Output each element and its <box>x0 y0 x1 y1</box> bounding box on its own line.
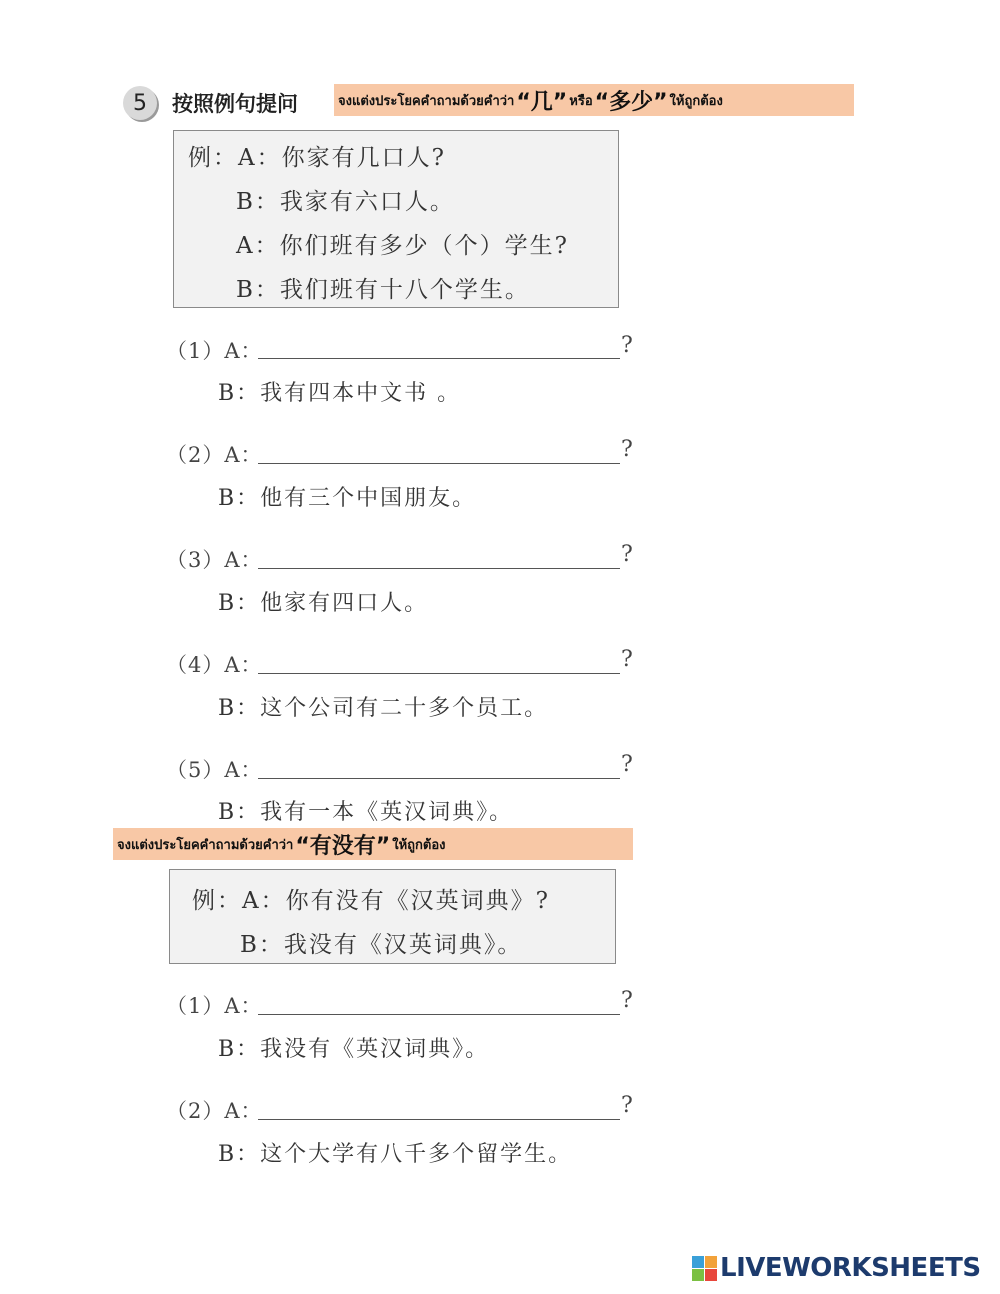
instruction-banner-1 <box>334 84 854 116</box>
example-1-line-1: 例：A：你家有几口人? <box>188 145 446 171</box>
instruction-2-post: ให้ถูกต้อง <box>392 837 446 853</box>
question-1-mark: ? <box>621 333 633 358</box>
question-2-answer-line[interactable] <box>258 463 620 464</box>
example-1-line-4: B：我们班有十八个学生。 <box>236 277 530 303</box>
question-1-label: （1）A： <box>166 339 263 363</box>
logo-text: LIVEWORKSHEETS <box>720 1253 981 1283</box>
instruction-1-word2: “多少” <box>594 89 668 115</box>
question-4-response: B：这个公司有二十多个员工。 <box>218 696 549 721</box>
question-5-mark: ? <box>621 752 633 777</box>
liveworksheets-logo <box>692 1253 981 1283</box>
question-6-answer-line[interactable] <box>258 1014 620 1015</box>
instruction-1-post: ให้ถูกต้อง <box>669 93 723 109</box>
example-2-line-2: B：我没有《汉英词典》。 <box>240 932 523 958</box>
example-box-1 <box>173 130 619 308</box>
section-heading: 按照例句提问 <box>172 92 298 116</box>
question-5-label: （5）A： <box>166 758 263 782</box>
question-7-answer-line[interactable] <box>258 1119 620 1120</box>
section-number-badge: 5 <box>123 86 157 120</box>
instruction-2-pre: จงแต่งประโยคคำถามด้วยคำว่า <box>117 837 294 853</box>
question-3-answer-line[interactable] <box>258 568 620 569</box>
question-1-answer-line[interactable] <box>258 358 620 359</box>
example-1-prefix: 例： <box>188 145 238 171</box>
question-7-mark: ? <box>621 1093 633 1118</box>
question-4-label: （4）A： <box>166 653 263 677</box>
question-1-response: B：我有四本中文书 。 <box>218 381 462 406</box>
question-2-mark: ? <box>621 437 633 462</box>
example-1-line-3: A：你们班有多少（个）学生? <box>236 233 569 259</box>
instruction-1-mid: หรือ <box>569 93 593 109</box>
question-3-mark: ? <box>621 542 633 567</box>
example-box-2 <box>169 869 616 964</box>
question-2-label: （2）A： <box>166 443 263 467</box>
question-3-response: B：他家有四口人。 <box>218 591 429 616</box>
instruction-banner-2 <box>113 828 633 860</box>
instruction-2-word: “有没有” <box>295 833 391 859</box>
question-2-response: B：他有三个中国朋友。 <box>218 486 477 511</box>
question-5-answer-line[interactable] <box>258 778 620 779</box>
logo-blocks-icon <box>692 1256 717 1281</box>
example-2-prefix: 例： <box>192 888 242 914</box>
instruction-1-word1: “几” <box>516 89 568 115</box>
example-1-line-2: B：我家有六口人。 <box>236 189 455 215</box>
question-4-mark: ? <box>621 647 633 672</box>
question-5-response: B：我有一本《英汉词典》。 <box>218 800 514 825</box>
question-3-label: （3）A： <box>166 548 263 572</box>
question-6-label: （1）A： <box>166 994 263 1018</box>
question-6-mark: ? <box>621 988 633 1013</box>
question-7-response: B：这个大学有八千多个留学生。 <box>218 1142 573 1167</box>
instruction-1-pre: จงแต่งประโยคคำถามด้วยคำว่า <box>338 93 515 109</box>
question-4-answer-line[interactable] <box>258 673 620 674</box>
question-7-label: （2）A： <box>166 1099 263 1123</box>
example-2-line-1: 例：A：你有没有《汉英词典》? <box>192 888 550 914</box>
question-6-response: B：我没有《英汉词典》。 <box>218 1037 490 1062</box>
